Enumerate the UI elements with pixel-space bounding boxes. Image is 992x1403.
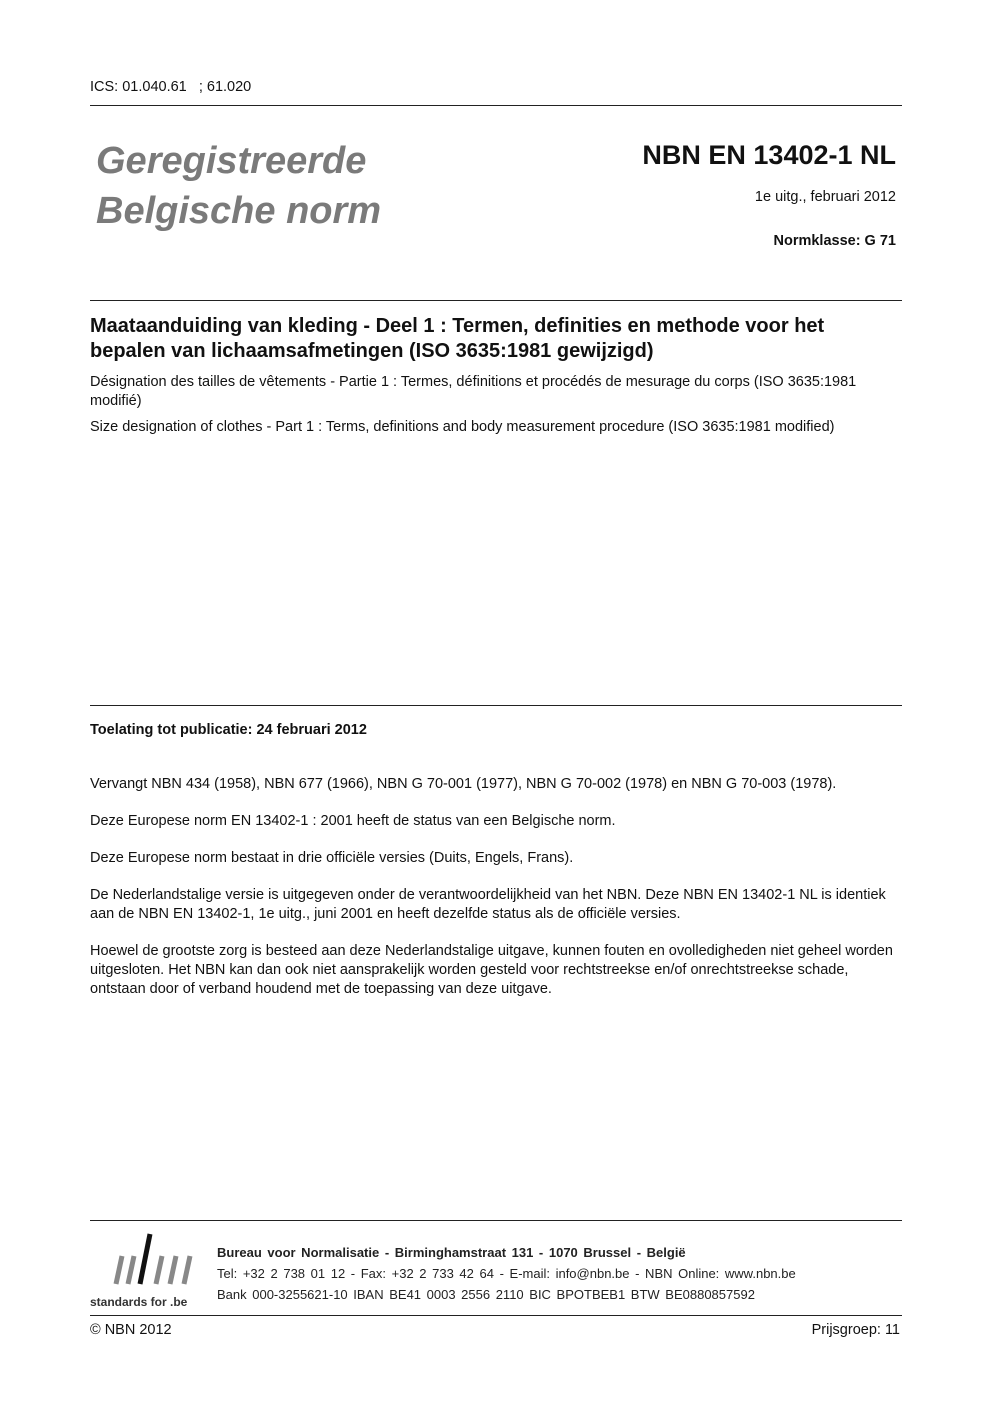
registered-line-2: Belgische norm: [96, 190, 382, 232]
title-en: Size designation of clothes - Part 1 : Terms, definitions and body measurement procedure (ISO 3635:1981 modified): [90, 419, 835, 435]
ics-code: ICS: 01.040.61 ; 61.020: [90, 79, 252, 95]
title-fr: Désignation des tailles de vêtements - Partie 1 : Termes, définitions et procédés de mesurage du corps (ISO 3635:1981 modifié): [90, 374, 857, 409]
norm-class: Normklasse: G 71: [773, 233, 896, 249]
organisation-info: [217, 1242, 902, 1305]
nbn-logo-icon: [90, 1232, 205, 1287]
standard-id: NBN EN 13402-1 NL: [642, 140, 896, 170]
divider: [90, 705, 902, 706]
divider: [90, 300, 902, 301]
address: Bureau voor Normalisatie - Birminghamstraat 131 - 1070 Brussel - België: [217, 1245, 686, 1260]
body-text: [90, 775, 896, 999]
divider: [90, 1315, 902, 1316]
bank-info: Bank 000-3255621-10 IBAN BE41 0003 2556 2110 BIC BPOTBEB1 BTW BE0880857592: [217, 1287, 755, 1302]
registered-line-1: Geregistreerde: [96, 140, 367, 182]
registered-norm-heading: [96, 136, 381, 236]
paragraph: Hoewel de grootste zorg is besteed aan deze Nederlandstalige uitgave, kunnen fouten en ovolledigheden niet geheel worden uitgesloten. Het NBN kan dan ook niet aansprakelijk worden gesteld voor rechtstreekse en/of onrechtstreekse schade, ontstaan door of verband houdend met de toepassing van deze uitgave.: [90, 943, 893, 997]
paragraph: Deze Europese norm bestaat in drie officiële versies (Duits, Engels, Frans).: [90, 850, 574, 866]
approval-date: Toelating tot publicatie: 24 februari 2012: [90, 722, 367, 738]
title-nl: Maataanduiding van kleding - Deel 1 : Termen, definities en methode voor het bepalen van lichaamsafmetingen (ISO 3635:1981 gewijzigd): [90, 315, 825, 362]
nbn-logo: [90, 1232, 205, 1309]
price-group: Prijsgroep: 11: [811, 1322, 900, 1338]
edition: 1e uitg., februari 2012: [754, 189, 896, 205]
divider: [90, 105, 902, 106]
divider: [90, 1220, 902, 1221]
logo-tagline: standards for .be: [90, 1295, 188, 1309]
paragraph: Deze Europese norm EN 13402-1 : 2001 heeft de status van een Belgische norm.: [90, 813, 616, 829]
paragraph: De Nederlandstalige versie is uitgegeven onder de verantwoordelijkheid van het NBN. Deze NBN EN 13402-1 NL is identiek aan de NBN EN 13402-1, 1e uitg., juni 2001 en heeft dezelfde status als de officiële versies.: [90, 887, 886, 922]
paragraph: Vervangt NBN 434 (1958), NBN 677 (1966), NBN G 70-001 (1977), NBN G 70-002 (1978) en NBN G 70-003 (1978).: [90, 776, 837, 792]
contact-info: Tel: +32 2 738 01 12 - Fax: +32 2 733 42 64 - E-mail: info@nbn.be - NBN Online: www.nbn.be: [217, 1266, 796, 1281]
copyright: © NBN 2012: [90, 1322, 172, 1338]
